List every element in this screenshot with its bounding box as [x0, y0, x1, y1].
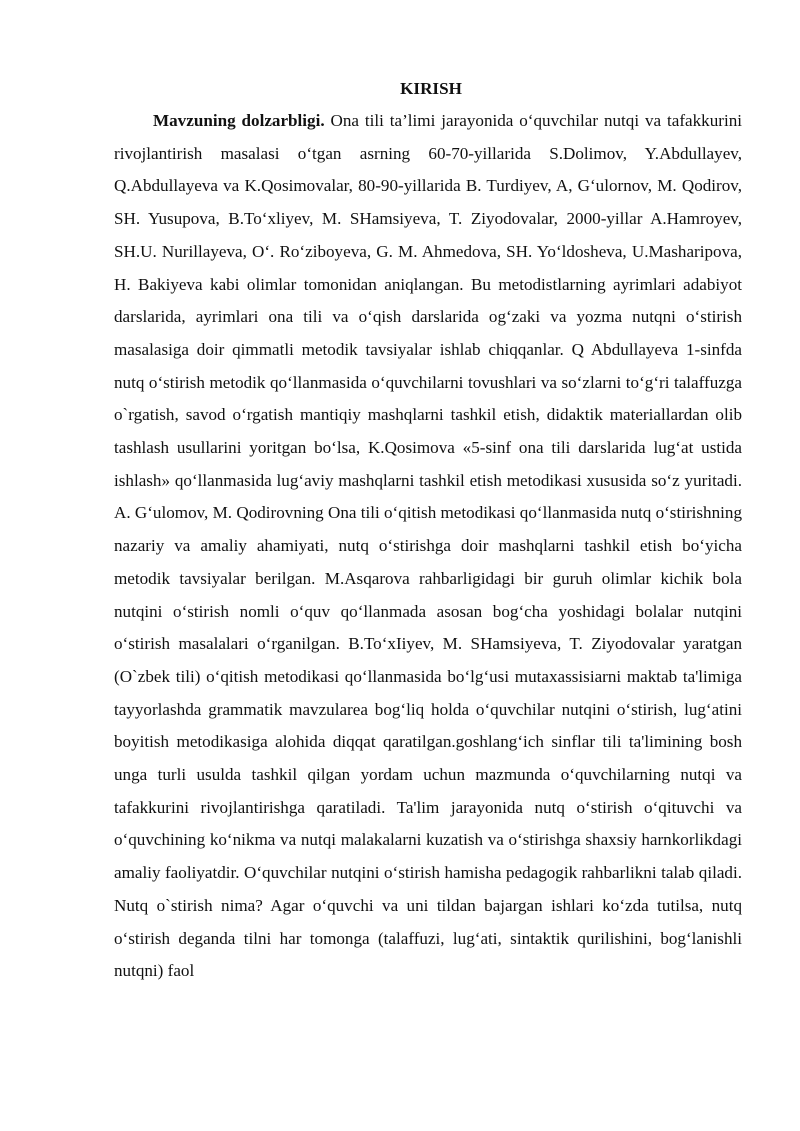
- paragraph-lead: Mavzuning dolzarbligi.: [153, 111, 325, 130]
- paragraph-text: Ona tili ta’limi jarayonida o‘quvchilar nutqi va tafakkurini rivojlantirish masalasi o‘tgan asrning 60-70-yillarida S.Dolimov, Y.Abdullayev, Q.Abdullayeva va K.Qosimovalar, 80-90-yillarida B. Turdiyev, A, G‘ulornov, M. Qodirov, SH. Yusupova, B.To‘xliyev, M. SHamsiyeva, T. Ziyodovalar, 2000-yillar A.Hamroyev, SH.U. Nurillayeva, O‘. Ro‘ziboyeva, G. M. Ahmedova, SH. Yo‘ldosheva, U.Masharipova, H. Bakiyeva kabi olimlar tomonidan aniqlangan. Bu metodistlarning ayrimlari adabiyot darslarida, ayrimlari ona tili va o‘qish darslarida og‘zaki va yozma nutqni o‘stirish masalasiga doir qimmatli metodik tavsiyalar ishlab chiqqanlar. Q Abdullayeva 1-sinfda nutq o‘stirish metodik qo‘llanmasida o‘quvchilarni tovushlari va so‘zlarni to‘g‘ri talaffuzga o`rgatish, savod o‘rgatish mantiqiy mashqlarni tashkil etish, didaktik materiallardan olib tashlash usullarini yoritgan bo‘lsa, K.Qosimova «5-sinf ona tili darslarida lug‘at ustida ishlash» qo‘llanmasida lug‘aviy mashqlarni tashkil etish metodikasi xususida so‘z yuritadi. A. G‘ulomov, M. Qodirovning Ona tili o‘qitish metodikasi qo‘llanmasida nutq o‘stirishning nazariy va amaliy ahamiyati, nutq o‘stirishga doir mashqlarni tashkil etish bo‘yicha metodik tavsiyalar berilgan. M.Asqarova rahbarligidagi bir guruh olimlar kichik bola nutqini o‘stirish nomli o‘quv qo‘llanmada asosan bog‘cha yoshidagi bolalar nutqini o‘stirish masalalari o‘rganilgan. B.To‘xIiyev, M. SHamsiyeva, T. Ziyodovalar yaratgan (O`zbek tili) o‘qitish metodikasi qo‘llanmasida bo‘lg‘usi mutaxassisiarni maktab ta'limiga tayyorlashda grammatik mavzularea bog‘liq holda o‘quvchilar nutqini o‘stirish, lug‘atini boyitish metodikasiga alohida diqqat qaratilgan.goshlang‘ich sinflar tili ta'limining bosh unga turli usulda tashkil qilgan yordam uchun mazmunda o‘quvchilarning nutqi va tafakkurini rivojlantirishga qaratiladi. Ta'lim jarayonida nutq o‘stirish o‘qituvchi va o‘quvchining ko‘nikma va nutqi malakalarni kuzatish va o‘stirishga shaxsiy harnkorlikdagi amaliy faoliyatdir. O‘quvchilar nutqini o‘stirish hamisha pedagogik rahbarlikni talab qiladi. Nutq o`stirish nima? Agar o‘quvchi va uni tildan bajargan ishlari ko‘zda tutilsa, nutq o‘stirish deganda tilni har tomonga (talaffuzi, lug‘ati, sintaktik qurilishini, bog‘lanishli nutqni) faol: [114, 111, 742, 981]
- document-content: [114, 74, 742, 988]
- body-paragraph: [114, 105, 742, 988]
- section-heading: KIRISH: [400, 79, 462, 98]
